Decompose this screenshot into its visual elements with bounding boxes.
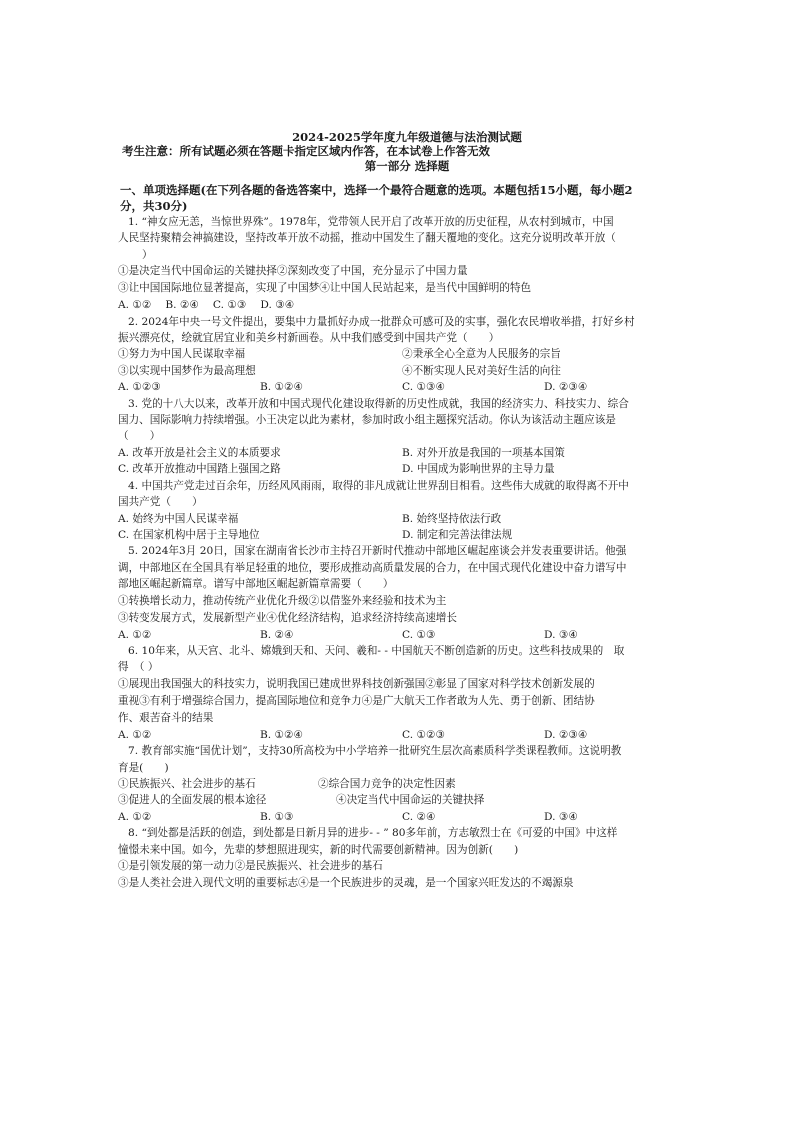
- option: D. ②③④: [544, 381, 588, 394]
- question-stem-line: 育是( ): [118, 761, 169, 774]
- option: C. ①③④: [402, 381, 445, 394]
- question-stem-line: 国共产党（ ）: [118, 496, 203, 509]
- exam-title: 2024-2025学年度九年级道德与法治测试题: [292, 130, 522, 144]
- option: C. ①②③: [402, 728, 445, 741]
- question-3: [118, 396, 686, 478]
- section-heading: [120, 182, 686, 214]
- option: D. ②③④: [544, 728, 588, 741]
- question-item: ③促进人的全面发展的根本途径: [118, 794, 267, 807]
- option: C. 改革开放推动中国踏上强国之路: [118, 463, 281, 476]
- option: D. ③④: [260, 299, 295, 312]
- items-row: [118, 792, 686, 808]
- items-row: [118, 776, 686, 792]
- question-stem-line: 憧憬未来中国。如今，先辈的梦想照进现实，新的时代需要创新精神。因为创新( ): [118, 843, 519, 856]
- part-heading: 第一部分 选择题: [364, 159, 450, 173]
- question-item: ②秉承全心全意为人民服务的宗旨: [402, 348, 561, 361]
- option: B. 对外开放是我国的一项基本国策: [402, 446, 565, 459]
- option: C. ②④: [402, 810, 436, 823]
- items-row: [118, 346, 686, 362]
- section-heading-line: 一、单项选择题(在下列各题的备选答案中，选择一个最符合题意的选项。本题包括15小题，每小题2: [120, 183, 633, 197]
- option: B. ①②④: [260, 728, 304, 741]
- exam-notice: 考生注意：所有试题必须在答题卡指定区域内作答，在本试卷上作答无效: [122, 144, 490, 158]
- question-stem-line: 2. 2024年中央一号文件提出，要集中力量抓好办成一批群众可感可及的实事，强化农民增收举措，打好乡村: [128, 315, 635, 328]
- options-row: [118, 627, 686, 643]
- question-item: ④决定当代中国命运的关键抉择: [336, 794, 485, 807]
- options-row: [118, 527, 686, 543]
- exam-header: [0, 130, 794, 174]
- question-stem-line: 部地区崛起新篇章。谱写中部地区崛起新篇章需要（ ）: [118, 578, 394, 591]
- question-stem-line: 国力、国际影响力持续增强。小王决定以此为素材，参加时政小组主题探究活动。你认为该活动主题应该是: [118, 414, 616, 427]
- question-stem-line: 振兴漂亮仗，绘就宜居宜业和美乡村新画卷。从中我们感受到中国共产党（ ）: [118, 332, 500, 345]
- question-stem-line: 6. 10年来，从天宫、北斗、嫦娥到天和、天问、羲和- - 中国航天不断创造新的历史。这些科技成果的 取: [128, 644, 625, 657]
- question-item: ②综合国力竞争的决定性因素: [318, 777, 456, 790]
- option: C. 在国家机构中居于主导地位: [118, 528, 260, 541]
- question-item: ①是引领发展的第一动力②是民族振兴、社会进步的基石: [118, 860, 383, 872]
- exam-content: [118, 182, 686, 892]
- question-4: [118, 478, 686, 544]
- option: B. ②④: [165, 299, 199, 312]
- options-row: [118, 445, 686, 461]
- question-item: ①是决定当代中国命运的关键抉择②深刻改变了中国，充分显示了中国力量: [118, 265, 468, 278]
- question-stem-line: 8. “到处都是活跃的创造，到处都是日新月异的进步- - ” 80多年前，方志敏烈士在《可爱的中国》中这样: [128, 827, 618, 840]
- question-stem-line: 3. 党的十八大以来，改革开放和中国式现代化建设取得新的历史性成就，我国的经济实力、科技实力、综合: [128, 397, 629, 410]
- question-stem-line: ）: [142, 248, 153, 261]
- question-8: [118, 825, 686, 892]
- question-7: [118, 743, 686, 825]
- option: B. ①②④: [260, 381, 304, 394]
- question-item: ④不断实现人民对美好生活的向往: [402, 364, 561, 377]
- option: A. ①②: [118, 628, 152, 641]
- question-stem-line: 7. 教育部实施“国优计划”，支持30所高校为中小学培养一批研究生层次高素质科学类课程教师。这说明教: [128, 745, 622, 758]
- question-item: ①展现出我国强大的科技实力，说明我国已建成世界科技创新强国②彰显了国家对科学技术创新发展的: [118, 677, 595, 690]
- option: C. ①③: [212, 299, 247, 312]
- question-item: ③是人类社会进入现代文明的重要标志④是一个民族进步的灵魂，是一个国家兴旺发达的不竭源泉: [118, 877, 574, 889]
- question-1: [118, 214, 686, 314]
- option: D. ③④: [544, 628, 578, 641]
- option: A. ①②③: [118, 381, 161, 394]
- question-stem-line: 1. “神女应无恙，当惊世界殊”。1978年，党带领人民开启了改革开放的历史征程，从农村到城市，中国: [128, 216, 614, 228]
- option: D. ③④: [544, 810, 578, 823]
- options-row: [118, 297, 686, 313]
- question-item: ③转变发展方式，发展新型产业④优化经济结构，追求经济持续高速增长: [118, 611, 457, 624]
- items-row: [118, 363, 686, 379]
- option: C. ①③: [402, 628, 436, 641]
- option: A. ①②: [118, 299, 152, 312]
- question-stem-line: 得 （ ）: [118, 661, 159, 674]
- option: A. 始终为中国人民谋幸福: [118, 512, 239, 525]
- question-item: 作、艰苦奋斗的结果: [118, 711, 214, 724]
- question-stem-line: 5. 2024年3月 20日，国家在湖南省长沙市主持召开新时代推动中部地区崛起座谈会并发表重要讲话。他强: [128, 545, 627, 558]
- option: A. ①②: [118, 810, 152, 823]
- question-stem-line: 4. 中国共产党走过百余年，历经风风雨雨，取得的非凡成就让世界刮目相看。这些伟大成就的取得离不开中: [128, 479, 629, 492]
- question-2: [118, 314, 686, 396]
- option: A. 改革开放是社会主义的本质要求: [118, 446, 281, 459]
- options-row: [118, 727, 686, 743]
- option: B. ②④: [260, 628, 294, 641]
- options-row: [118, 809, 686, 825]
- question-item: ①民族振兴、社会进步的基石: [118, 777, 256, 790]
- question-stem-line: （ ）: [118, 430, 161, 443]
- question-stem-line: 调，中部地区在全国具有举足轻重的地位，要形成推动高质量发展的合力，在中国式现代化建设中奋力谱写中: [118, 561, 627, 574]
- option: B. ①③: [260, 810, 294, 823]
- option: D. 中国成为影响世界的主导力量: [402, 463, 555, 476]
- question-item: ①努力为中国人民谋取幸福: [118, 348, 246, 361]
- question-5: [118, 543, 686, 643]
- option: A. ①②: [118, 728, 152, 741]
- question-item: ③让中国国际地位显著提高，实现了中国梦④让中国人民站起来，是当代中国鲜明的特色: [118, 282, 532, 295]
- option: D. 制定和完善法律法规: [402, 528, 513, 541]
- option: B. 始终坚持依法行政: [402, 512, 502, 525]
- question-item: ③以实现中国梦作为最高理想: [118, 364, 256, 377]
- question-stem-line: 人民坚持聚精会神搞建设，坚持改革开放不动摇，推动中国发生了翻天覆地的变化。这充分说明改革开放（: [118, 232, 616, 245]
- options-row: [118, 461, 686, 477]
- options-row: [118, 511, 686, 527]
- section-heading-line: 分，共30分): [120, 199, 188, 213]
- options-row: [118, 379, 686, 395]
- question-6: [118, 643, 686, 743]
- question-item: ①转换增长动力，推动传统产业优化升级②以借鉴外来经验和技术为主: [118, 594, 447, 607]
- question-item: 重视③有利于增强综合国力，提高国际地位和竞争力④是广大航天工作者敢为人先、勇于创新、团结协: [118, 694, 595, 707]
